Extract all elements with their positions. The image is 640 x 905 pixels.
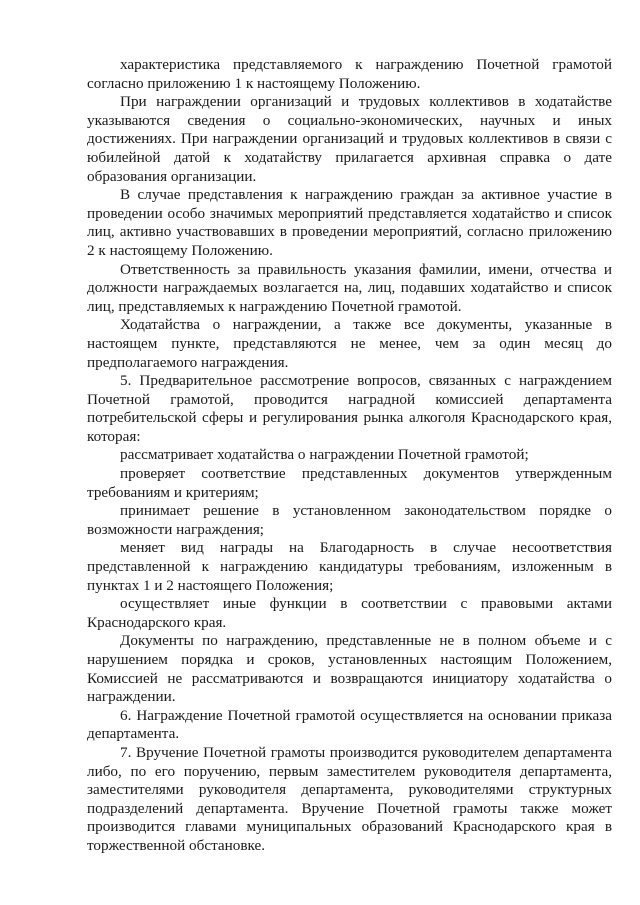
list-item-review: рассматривает ходатайства о награждении Почетной грамотой; [120, 446, 529, 464]
list-item-change-award: меняет вид награды на Благодарность в случае несоответствия представленной к награждению кандидатуры требованиям, изложенным в пунктах 1 и 2 настоящего Положения; [87, 539, 612, 594]
paragraph-characteristic: характеристика представляемого к награждению Почетной грамотой согласно приложению 1 к настоящему Положению. [87, 56, 612, 92]
paragraph-section-6: 6. Награждение Почетной грамотой осуществляется на основании приказа департамента. [87, 706, 612, 743]
list-item-other-functions: осуществляет иные функции в соответствии с правовыми актами Краснодарского края. [87, 595, 612, 631]
paragraph-responsibility: Ответственность за правильность указания фамилии, имени, отчества и должности награждаемых возлагается на, лиц, подавших ходатайство и список лиц, представляемых к награждению Почетной грамотой. [87, 260, 612, 315]
paragraph-section-7: 7. Вручение Почетной грамоты производится руководителем департамента либо, по его поручению, первым заместителем руководителя департамента, заместителями руководителя департамента, руководителями структурных подразделений департамента. Вручение Почетной грамоты также может производится главами муниципальных образований Краснодарского края в торжественной обстановке. [87, 743, 612, 854]
paragraph-organizations: При награждении организаций и трудовых коллективов в ходатайстве указываются сведения о социально-экономических, научных и иных достижениях. При награждении организаций и трудовых коллективов в связи с юбилейной датой к ходатайству прилагается архивная справка о дате образования организации. [87, 93, 612, 185]
paragraph-events: В случае представления к награждению граждан за активное участие в проведении особо значимых мероприятий представляется ходатайство и список лиц, активно участвовавших в проведении мероприятий, согласно приложению 2 к настоящему Положению. [87, 186, 612, 259]
paragraph-incomplete-documents: Документы по награждению, представленные не в полном объеме и с нарушением порядка и сроков, установленных настоящим Положением, Комиссией не рассматриваются и возвращаются инициатору ходатайства о награждении. [87, 632, 612, 706]
paragraph-section-5: 5. Предварительное рассмотрение вопросов, связанных с награждением Почетной грамотой, проводится наградной комиссией департамента потребительской сферы и регулирования рынка алкоголя Краснодарского края, которая: [87, 372, 612, 445]
paragraph-deadline: Ходатайства о награждении, а также все документы, указанные в настоящем пункте, представляются не менее, чем за один месяц до предполагаемого награждения. [87, 316, 612, 371]
list-item-verify: проверяет соответствие представленных документов утвержденным требованиям и критериям; [87, 465, 612, 501]
document-page [87, 56, 612, 856]
list-item-decide: принимает решение в установленном законодательством порядке о возможности награждения; [87, 502, 612, 538]
